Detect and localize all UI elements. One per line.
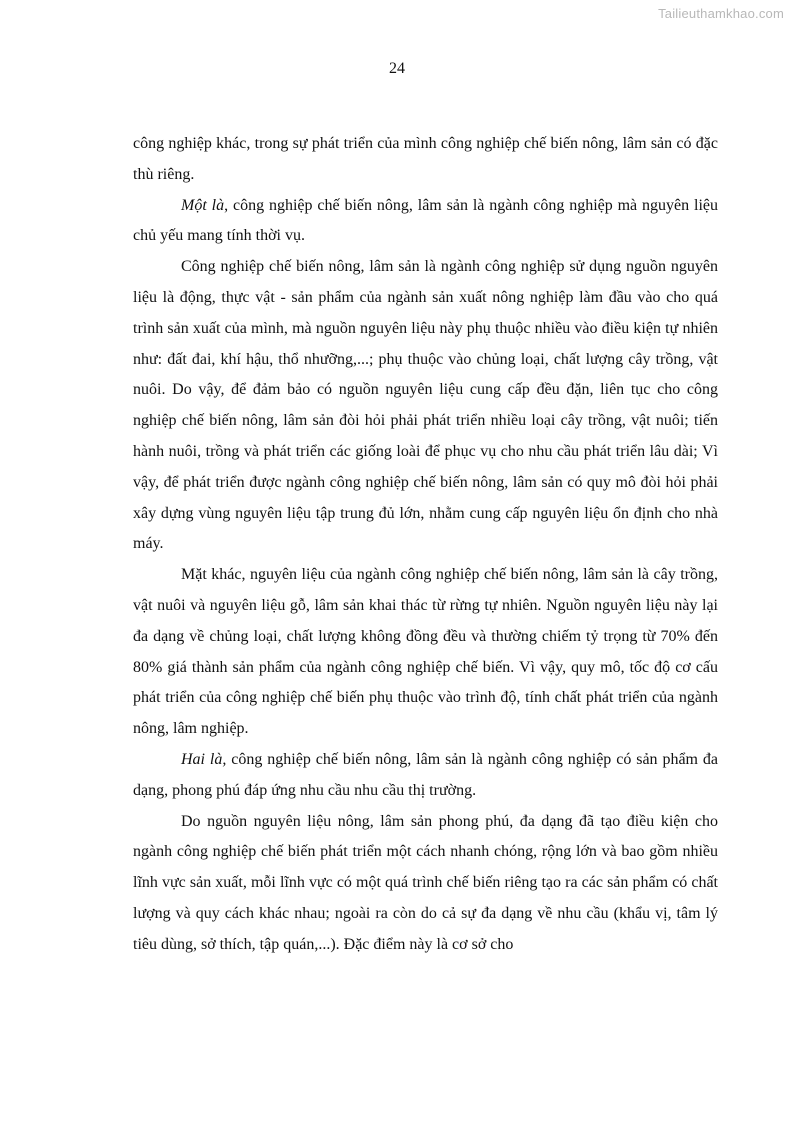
paragraph-text: Công nghiệp chế biến nông, lâm sản là ngành công nghiệp sử dụng nguồn nguyên liệu là động, thực vật - sản phẩm của ngành sản xuất nông nghiệp làm đầu vào cho quá trình sản xuất của mình, mà nguồn nguyên liệu này phụ thuộc nhiều vào điều kiện tự nhiên như: đất đai, khí hậu, thổ nhưỡng,...; phụ thuộc vào chủng loại, chất lượng cây trồng, vật nuôi. Do vậy, để đảm bảo có nguồn nguyên liệu cung cấp đều đặn, liên tục cho công nghiệp chế biến nông, lâm sản đòi hỏi phải phát triển nhiều loại cây trồng, vật nuôi; tiến hành nuôi, trồng và phát triển các giống loài để phục vụ cho nhu cầu phát triển lâu dài; Vì vậy, để phát triển được ngành công nghiệp chế biến nông, lâm sản có quy mô đòi hỏi phải xây dựng vùng nguyên liệu tập trung đủ lớn, nhằm cung cấp nguyên liệu ổn định cho nhà máy. <box>133 258 718 553</box>
paragraph-product-diversity <box>133 807 718 961</box>
paragraph-text: , công nghiệp chế biến nông, lâm sản là ngành công nghiệp mà nguyên liệu chủ yếu mang tính thời vụ. <box>133 196 718 245</box>
paragraph-text: Mặt khác, nguyên liệu của ngành công nghiệp chế biến nông, lâm sản là cây trồng, vật nuôi và nguyên liệu gỗ, lâm sản khai thác từ rừng tự nhiên. Nguồn nguyên liệu này lại đa dạng về chủng loại, chất lượng không đồng đều và thường chiếm tỷ trọng từ 70% đến 80% giá thành sản phẩm của ngành công nghiệp chế biến. Vì vậy, quy mô, tốc độ cơ cấu phát triển của công nghiệp chế biến phụ thuộc vào trình độ, tính chất phát triển của ngành nông, lâm nghiệp. <box>133 566 718 738</box>
paragraph-text: công nghiệp chế biến nông, lâm sản là ngành công nghiệp có sản phẩm đa dạng, phong phú đáp ứng nhu cầu nhu cầu thị trường. <box>133 750 719 799</box>
watermark: Tailieuthamkhao.com <box>658 6 784 21</box>
paragraph-point-one <box>133 191 718 253</box>
paragraph-raw-material-source <box>133 252 718 560</box>
paragraph-text: công nghiệp khác, trong sự phát triển của mình công nghiệp chế biến nông, lâm sản có đặc thù riêng. <box>133 135 718 183</box>
page-number: 24 <box>389 60 405 77</box>
paragraph-lead: Hai là, <box>181 750 227 768</box>
paragraph-continuation <box>133 129 718 191</box>
document-body <box>133 129 718 961</box>
paragraph-lead: Một là <box>181 196 225 214</box>
paragraph-point-two <box>133 745 718 807</box>
paragraph-text: Do nguồn nguyên liệu nông, lâm sản phong phú, đa dạng đã tạo điều kiện cho ngành công nghiệp chế biến phát triển một cách nhanh chóng, rộng lớn và bao gồm nhiều lĩnh vực sản xuất, mỗi lĩnh vực có một quá trình chế biến riêng tạo ra các sản phẩm có chất lượng và quy cách khác nhau; ngoài ra còn do cả sự đa dạng về nhu cầu (khẩu vị, tâm lý tiêu dùng, sở thích, tập quán,...). Đặc điểm này là cơ sở cho <box>133 812 718 953</box>
paragraph-raw-material-diversity <box>133 560 718 745</box>
